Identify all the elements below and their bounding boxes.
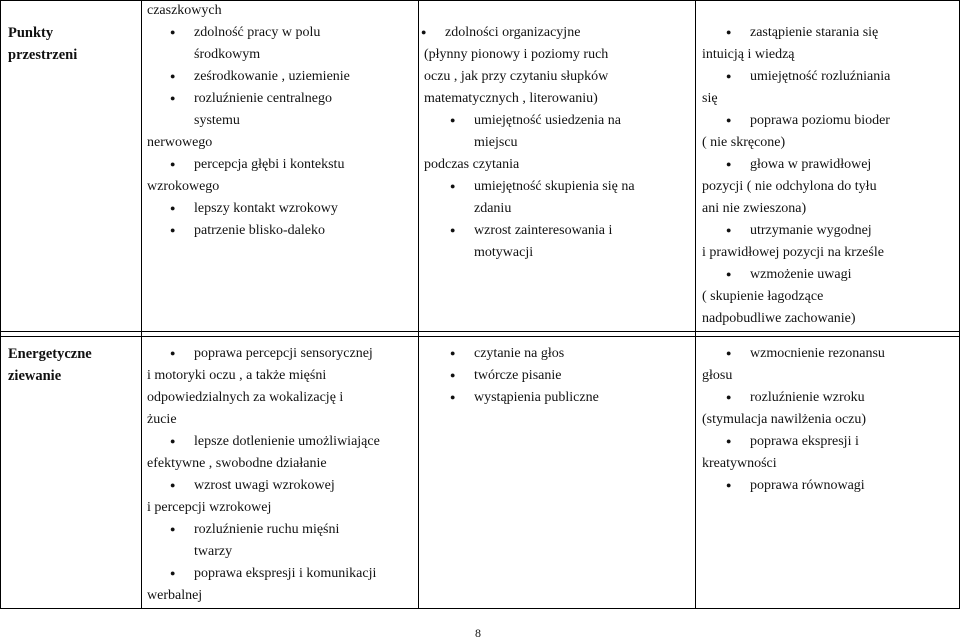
cell-text: zdaniu — [474, 201, 512, 216]
list-item: ● ześrodkowanie , uziemienie — [194, 66, 350, 87]
row-header-line: Energetyczne — [8, 346, 92, 362]
cell-text: i prawidłowej pozycji na krześle — [702, 245, 884, 260]
cell-text: efektywne , swobodne działanie — [147, 456, 327, 471]
list-item: ● patrzenie blisko-daleko — [194, 220, 325, 241]
cell-text: żucie — [147, 412, 177, 427]
cell-text: nadpobudliwe zachowanie) — [702, 311, 856, 326]
list-item: ● zdolności organizacyjne — [445, 22, 580, 43]
cell-text: czaszkowych — [147, 3, 222, 18]
table-rule — [141, 0, 142, 609]
cell-text: oczu , jak przy czytaniu słupków — [424, 69, 609, 84]
list-item: ● poprawa równowagi — [750, 475, 865, 496]
table-rule — [0, 0, 960, 1]
cell-text: podczas czytania — [424, 157, 520, 172]
row-header-line: przestrzeni — [8, 47, 78, 63]
list-item: ● lepszy kontakt wzrokowy — [194, 198, 338, 219]
list-item: ● poprawa ekspresji i — [750, 431, 859, 452]
cell-text: matematycznych , literowaniu) — [424, 91, 598, 106]
list-item: ● umiejętność rozluźniania — [750, 66, 890, 87]
cell-text: motywacji — [474, 245, 534, 260]
cell-text: nerwowego — [147, 135, 213, 150]
cell-text: i motoryki oczu , a także mięśni — [147, 368, 327, 383]
list-item: ● poprawa ekspresji i komunikacji — [194, 563, 376, 584]
list-item: ● umiejętność usiedzenia na — [474, 110, 621, 131]
table-rule — [695, 0, 696, 609]
table-rule — [0, 336, 960, 337]
row-header — [8, 22, 138, 66]
list-item: ● rozluźnienie ruchu mięśni — [194, 519, 339, 540]
list-item: ● rozluźnienie wzroku — [750, 387, 865, 408]
cell-text: pozycji ( nie odchylona do tyłu — [702, 179, 877, 194]
row-header-line: Punkty — [8, 25, 54, 41]
list-item: ● wzmożenie uwagi — [750, 264, 851, 285]
cell-text: intuicją i wiedzą — [702, 47, 795, 62]
table-rule — [0, 331, 960, 332]
cell-text: ( skupienie łagodzące — [702, 289, 824, 304]
cell-text: systemu — [194, 113, 240, 128]
list-item: ● poprawa percepcji sensorycznej — [194, 343, 373, 364]
cell-text: się — [702, 91, 718, 106]
list-item: ● lepsze dotlenienie umożliwiające — [194, 431, 380, 452]
cell-text: głosu — [702, 368, 733, 383]
cell-text: twarzy — [194, 544, 233, 559]
cell-text: i percepcji wzrokowej — [147, 500, 272, 515]
list-item: ● wzrost zainteresowania i — [474, 220, 612, 241]
cell-text: wzrokowego — [147, 179, 220, 194]
row-header-line: ziewanie — [8, 368, 62, 384]
table-rule — [418, 0, 419, 609]
list-item: ● utrzymanie wygodnej — [750, 220, 872, 241]
row-header — [8, 343, 138, 387]
page-number: 8 — [475, 626, 481, 640]
list-item: ● głowa w prawidłowej — [750, 154, 871, 175]
cell-text: (płynny pionowy i poziomy ruch — [424, 47, 609, 62]
list-item: ● czytanie na głos — [474, 343, 564, 364]
cell-text: ani nie zwieszona) — [702, 201, 807, 216]
list-item: ● wystąpienia publiczne — [474, 387, 599, 408]
cell-text: miejscu — [474, 135, 518, 150]
cell-text: środkowym — [194, 47, 261, 62]
list-item: ● zastąpienie starania się — [750, 22, 878, 43]
list-item: ● percepcja głębi i kontekstu — [194, 154, 344, 175]
cell-text: (stymulacja nawilżenia oczu) — [702, 412, 867, 427]
table-rule — [0, 0, 1, 609]
list-item: ● wzmocnienie rezonansu — [750, 343, 885, 364]
list-item: ● poprawa poziomu bioder — [750, 110, 890, 131]
cell-text: ( nie skręcone) — [702, 135, 786, 150]
cell-text: odpowiedzialnych za wokalizację i — [147, 390, 344, 405]
table-rule — [0, 608, 960, 609]
list-item: ● wzrost uwagi wzrokowej — [194, 475, 335, 496]
list-item: ● umiejętność skupienia się na — [474, 176, 635, 197]
list-item: ● zdolność pracy w polu — [194, 22, 320, 43]
cell-text: kreatywności — [702, 456, 777, 471]
cell-text: werbalnej — [147, 588, 203, 603]
list-item: ● rozluźnienie centralnego — [194, 88, 332, 109]
list-item: ● twórcze pisanie — [474, 365, 561, 386]
